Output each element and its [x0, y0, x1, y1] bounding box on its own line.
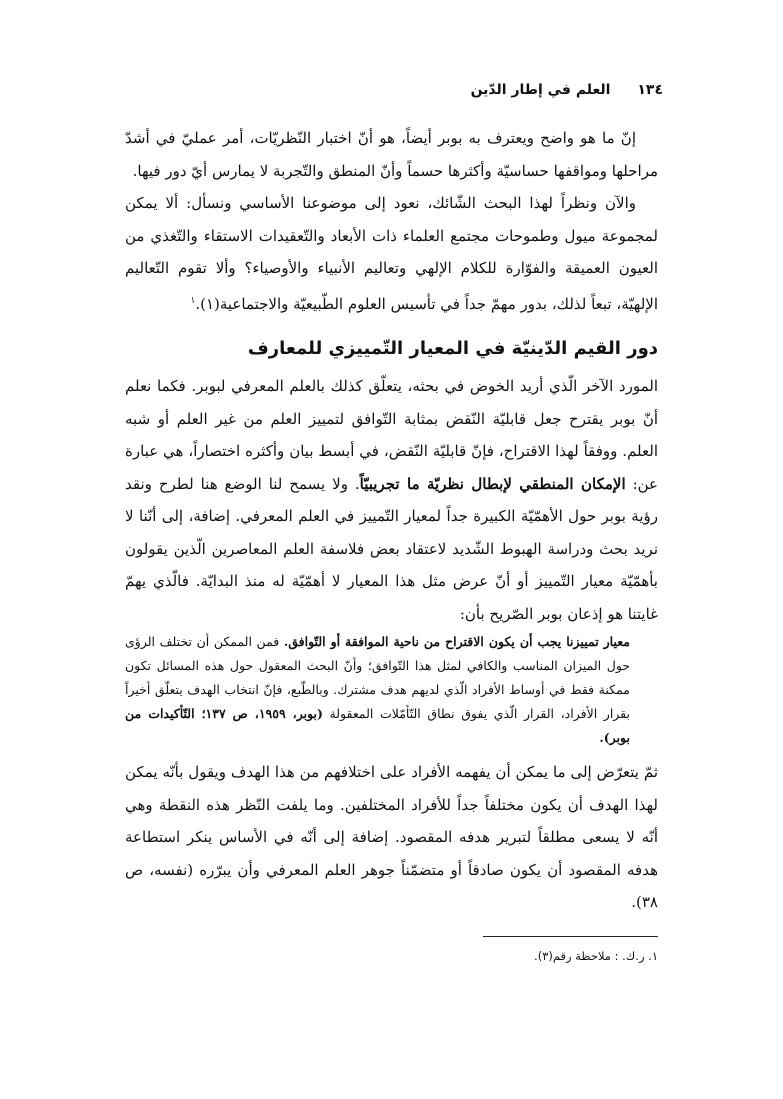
running-title: العلم في إطار الدّين — [470, 82, 611, 98]
page-body — [125, 122, 658, 919]
quote-body: فمن الممكن أن تختلف الرؤى حول الميزان المناسب والكافي لمثل هذا التّوافق؛ وأنّ البحث المعقول حول هذه المسائل تكون ممكنة فقط في أوساط الأفراد الّذي لديهم هدف مشترك. وبالطّبع، فإنّ انتخاب الهدف يتعلّق أخيراً بقرار الأفراد، القرار الّذي يفوق نطاق التّأمّلات المعقولة — [125, 634, 630, 721]
footnote-divider — [483, 936, 658, 937]
block-quote — [125, 630, 658, 750]
running-header — [120, 82, 663, 112]
paragraph-4: ثمّ يتعرّض إلى ما يمكن أن يفهمه الأفراد على اختلافهم من هذا الهدف ويقول بأنّه يمكن لهذا الهدف أن يكون مختلفاً جداً للأفراد المختلفين. وما يلفت النّظر هذه النقطة وهي أنّه لا يسعى مطلقاً لتبرير هدفه المقصود. إضافة إلى أنّه في الأساس ينكر استطاعة هدفه المقصود أن يكون صادقاً أو متضمّناً جوهر العلم المعرفي وأن يبرّره (نفسه، ص ٣٨). — [125, 763, 658, 911]
paragraph-3-text-end: . ولا يسمح لنا الوضع هنا لطرح ونقد رؤية بوبر حول الأهمّيّة الكبيرة جداً لمعيار التّمييز في العلم المعرفي. إضافة، إلى أنّنا لا نريد بحث ودراسة الهبوط الشّديد لاعتقاد بعض فلاسفة العلم المعاصرين الّذين يقولون بأهمّيّة معيار التّمييز أو أنّ عرض مثل هذا المعيار لا أهمّيّة له منذ البدايّة. فالّذي يهمّ غايتنا هو إذعان بوبر الصّريح بأن: — [125, 474, 658, 623]
section-heading: دور القيم الدّينيّة في المعيار التّمييزي للمعارف — [247, 338, 658, 359]
footnote: ١. ر.ك. : ملاحظة رقم(٣). — [534, 949, 658, 963]
quote-lead: معيار تمييزنا يجب أن يكون الاقتراح من ناحية الموافقة أو التّوافق. — [283, 634, 630, 649]
paragraph-3-emphasis: الإمكان المنطقي لإبطال نظريّة ما تجريبيّاً — [359, 474, 626, 493]
footnote-marker[interactable]: ١ — [190, 295, 196, 306]
paragraph-3 — [125, 370, 658, 630]
quote-citation: (بوبر، ١٩٥٩، ص ١٣٧؛ التّأكيدات من بوبر). — [125, 706, 630, 745]
paragraph-2-text: والآن ونظراً لهذا البحث الشّائك، نعود إلى موضوعنا الأساسي ونسأل: ألا يمكن لمجموعة ميول وطموحات مجتمع العلماء ذات الأبعاد والتّعقيدات الاستقاء والتّغذي من العيون العميقة والفوّارة للكلام الإلهي وتعاليم الأنبياء والأوصياء؟ وألا تقوم التّعاليم الإلهيّة، تبعاً لذلك، بدور مهمّ جداً في تأسيس العلوم الطّبيعيّة والاجتماعية(١). — [125, 194, 658, 313]
page-number: ١٣٤ — [637, 82, 663, 98]
paragraph-1: إنّ ما هو واضح ويعترف به بوبر أيضاً، هو أنّ اختبار النّظريّات، أمر عمليّ في أشدّ مراحلها ومواقفها حساسيّة وأكثرها حسماً وأنّ المنطق والتّجربة لا يمارس أيّ دور فيها. — [125, 129, 658, 180]
paragraph-3-text-start: المورد الآخر الّذي أريد الخوض في بحثه، يتعلّق كذلك بالعلم المعرفي لبوبر. فكما نعلم أنّ بوبر يقترح جعل قابليّة النّقض بمثابة التّوافق لتمييز العلم من غير العلم أو شبه العلم. ووفقاً لهذا الاقتراح، فإنّ قابليّة النّقض، في أبسط بيان وأكثره اختصاراً، هي عبارة عن: — [125, 377, 658, 493]
paragraph-2 — [125, 187, 658, 320]
